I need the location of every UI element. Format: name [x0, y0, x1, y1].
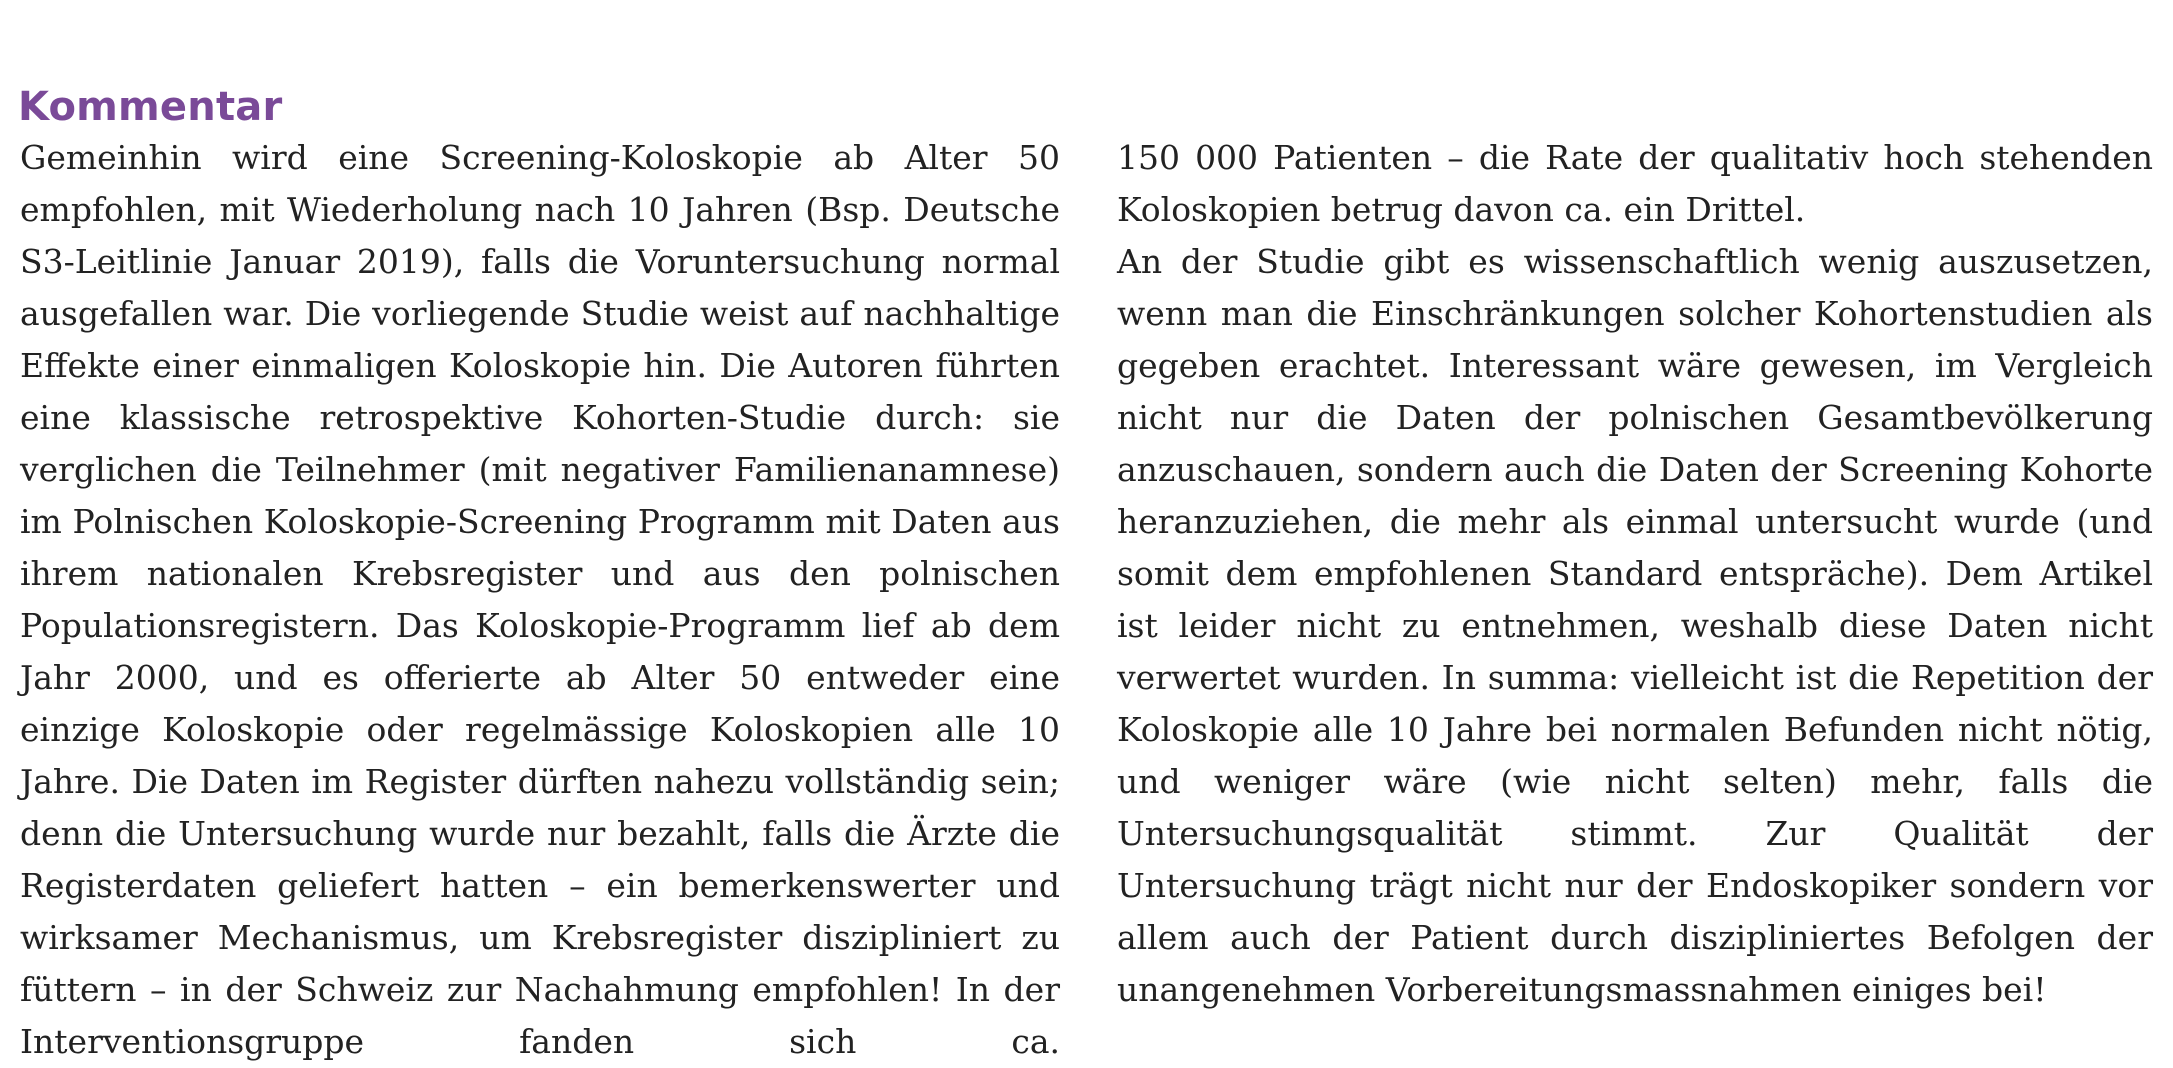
- paragraph: An der Studie gibt es wissenschaftlich wenig auszusetzen, wenn man die Einschränkungen solcher Kohortenstudien als gegeben erachtet. Interessant wäre gewesen, im Vergleich nicht nur die Daten der polnischen Gesamtbevölkerung anzuschauen, sondern auch die Daten der Screening Kohorte heranzuziehen, die mehr als einmal untersucht wurde (und somit dem empfohlenen Standard entspräche). Dem Artikel ist leider nicht zu entnehmen, weshalb diese Daten nicht verwertet wurden. In summa: vielleicht ist die Repetition der Koloskopie alle 10 Jahre bei normalen Befunden nicht nötig, und weniger wäre (wie nicht selten) mehr, falls die Untersuchungsqualität stimmt. Zur Qualität der Untersuchung trägt nicht nur der Endoskopiker sondern vor allem auch der Patient durch diszipliniertes Befolgen der unangenehmen Vorbereitungsmassnahmen einiges bei!: [1117, 242, 2153, 1009]
- text-column-left: [20, 132, 1060, 1068]
- section-heading: Kommentar: [18, 84, 283, 131]
- paragraph: Gemeinhin wird eine Screening-Koloskopie ab Alter 50 empfohlen, mit Wiederholung nach 10 Jahren (Bsp. Deutsche S3-Leitlinie Januar 2019), falls die Voruntersuchung normal ausgefallen war. Die vorliegende Studie weist auf nachhaltige Effekte einer einmaligen Koloskopie hin. Die Autoren führten eine klassische retrospektive Kohorten-Studie durch: sie verglichen die Teilnehmer (mit negativer Familienanamnese) im Polnischen Koloskopie-Screening Programm mit Daten aus ihrem nationalen Krebsregister und aus den polnischen Populationsregistern. Das Koloskopie-Programm lief ab dem Jahr 2000, und es offerierte ab Alter 50 entweder eine einzige Koloskopie oder regelmässige Koloskopien alle 10 Jahre. Die Daten im Register dürften nahezu vollständig sein; denn die Untersuchung wurde nur bezahlt, falls die Ärzte die Registerdaten geliefert hatten – ein bemerkenswerter und wirksamer Mechanismus, um Krebsregister diszipliniert zu füttern – in der Schweiz zur Nachahmung empfohlen! In der Interventionsgruppe fanden sich ca.: [20, 138, 1060, 1061]
- text-column-right: [1117, 132, 2153, 1016]
- paragraph: 150 000 Patienten – die Rate der qualitativ hoch stehenden Koloskopien betrug davon ca. ein Drittel.: [1117, 138, 2153, 229]
